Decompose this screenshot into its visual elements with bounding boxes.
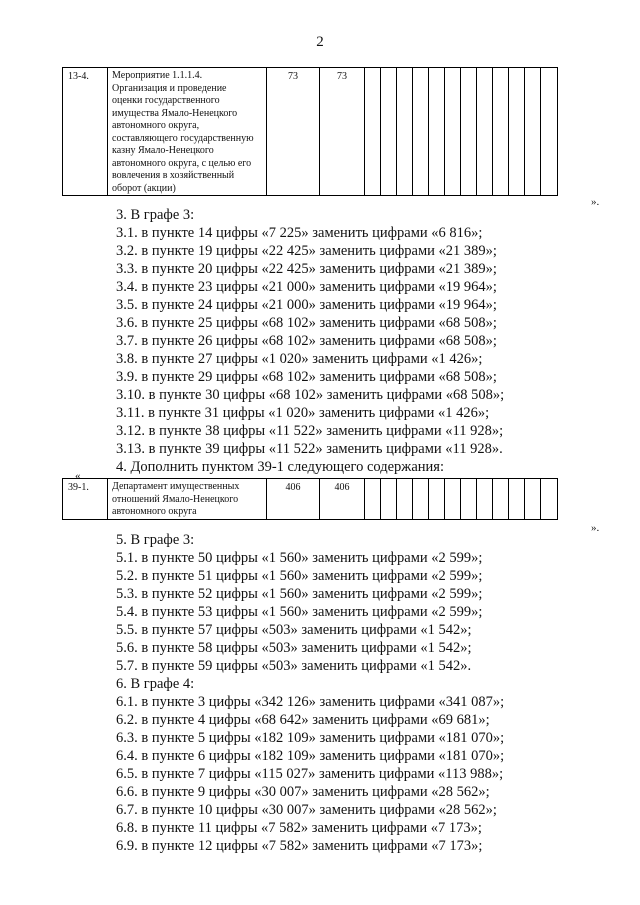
- empty-cell: [493, 479, 509, 520]
- section-heading: 5. В графе 3:: [116, 532, 195, 548]
- list-item: 3.1. в пункте 14 цифры «7 225» заменить цифрами «6 816»;: [116, 225, 483, 241]
- list-item: 3.10. в пункте 30 цифры «68 102» заменить цифрами «68 508»;: [116, 387, 505, 403]
- list-item: 3.5. в пункте 24 цифры «21 000» заменить цифрами «19 964»;: [116, 297, 497, 313]
- list-item: 3.6. в пункте 25 цифры «68 102» заменить цифрами «68 508»;: [116, 315, 497, 331]
- empty-cell: [461, 68, 477, 196]
- empty-cell: [413, 68, 429, 196]
- value-cell: 73: [267, 68, 320, 196]
- empty-cell: [413, 479, 429, 520]
- list-item: 6.8. в пункте 11 цифры «7 582» заменить цифрами «7 173»;: [116, 820, 482, 836]
- closing-quote: ».: [591, 196, 600, 208]
- closing-quote: ».: [591, 522, 600, 534]
- list-item: 5.5. в пункте 57 цифры «503» заменить цифрами «1 542»;: [116, 622, 472, 638]
- row-description: [108, 479, 267, 520]
- empty-cell: [429, 68, 445, 196]
- table-row-39-1: [62, 478, 558, 520]
- empty-cell: [525, 68, 541, 196]
- description-line: вовлечения в хозяйственный: [112, 170, 235, 181]
- list-item: 6.5. в пункте 7 цифры «115 027» заменить цифрами «113 988»;: [116, 766, 504, 782]
- list-item: 5.1. в пункте 50 цифры «1 560» заменить цифрами «2 599»;: [116, 550, 483, 566]
- value-cell: 406: [320, 479, 365, 520]
- list-item: 5.3. в пункте 52 цифры «1 560» заменить цифрами «2 599»;: [116, 586, 483, 602]
- list-item: 4. Дополнить пунктом 39-1 следующего содержания:: [116, 459, 444, 475]
- description-line: Организация и проведение: [112, 82, 227, 94]
- empty-cell: [509, 479, 525, 520]
- row-description: [108, 68, 267, 196]
- empty-cell: [477, 479, 493, 520]
- opening-quote: «: [75, 470, 81, 482]
- empty-cell: [509, 68, 525, 196]
- description-line: отношений Ямало-Ненецкого: [112, 493, 239, 505]
- row-number: 39-1.: [63, 479, 108, 520]
- list-item: 6.9. в пункте 12 цифры «7 582» заменить цифрами «7 173»;: [116, 838, 483, 854]
- table-row-13-4: [62, 67, 558, 196]
- list-item: 3.2. в пункте 19 цифры «22 425» заменить цифрами «21 389»;: [116, 243, 497, 259]
- list-item: 3.7. в пункте 26 цифры «68 102» заменить цифрами «68 508»;: [116, 333, 497, 349]
- empty-cell: [477, 68, 493, 196]
- empty-cell: [445, 68, 461, 196]
- list-item: 3.11. в пункте 31 цифры «1 020» заменить цифрами «1 426»;: [116, 405, 490, 421]
- list-item: 3.3. в пункте 20 цифры «22 425» заменить цифрами «21 389»;: [116, 261, 497, 277]
- list-item: 6.3. в пункте 5 цифры «182 109» заменить цифрами «181 070»;: [116, 730, 505, 746]
- empty-cell: [365, 68, 381, 196]
- description-line: Мероприятие 1.1.1.4.: [112, 70, 203, 81]
- empty-cell: [525, 479, 541, 520]
- description-line: Департамент имущественных: [112, 481, 240, 492]
- list-item: 3.4. в пункте 23 цифры «21 000» заменить цифрами «19 964»;: [116, 279, 497, 295]
- description-line: казну Ямало-Ненецкого: [112, 145, 214, 156]
- list-item: 6.6. в пункте 9 цифры «30 007» заменить цифрами «28 562»;: [116, 784, 490, 800]
- list-item: 6.1. в пункте 3 цифры «342 126» заменить цифрами «341 087»;: [116, 694, 505, 710]
- list-item: 3.13. в пункте 39 цифры «11 522» заменить цифрами «11 928».: [116, 441, 503, 457]
- empty-cell: [381, 68, 397, 196]
- empty-cell: [381, 479, 397, 520]
- section-heading: 6. В графе 4:: [116, 676, 195, 692]
- description-line: имущества Ямало-Ненецкого: [112, 107, 238, 119]
- empty-cell: [493, 68, 509, 196]
- description-line: автономного округа,: [112, 120, 200, 131]
- empty-cell: [461, 479, 477, 520]
- row-number: 13-4.: [63, 68, 108, 196]
- list-item: 5.7. в пункте 59 цифры «503» заменить цифрами «1 542».: [116, 658, 472, 674]
- list-item: 3.12. в пункте 38 цифры «11 522» заменить цифрами «11 928»;: [116, 423, 504, 439]
- list-item: 5.6. в пункте 58 цифры «503» заменить цифрами «1 542»;: [116, 640, 472, 656]
- list-item: 6.2. в пункте 4 цифры «68 642» заменить цифрами «69 681»;: [116, 712, 490, 728]
- empty-cell: [445, 479, 461, 520]
- list-item: 5.4. в пункте 53 цифры «1 560» заменить цифрами «2 599»;: [116, 604, 483, 620]
- description-line: автономного округа: [112, 506, 197, 517]
- empty-cell: [397, 479, 413, 520]
- description-line: оценки государственного: [112, 95, 220, 106]
- section-heading: 3. В графе 3:: [116, 207, 195, 223]
- list-item: 5.2. в пункте 51 цифры «1 560» заменить цифрами «2 599»;: [116, 568, 483, 584]
- empty-cell: [541, 68, 558, 196]
- empty-cell: [365, 479, 381, 520]
- description-line: оборот (акции): [112, 182, 176, 194]
- list-item: 6.4. в пункте 6 цифры «182 109» заменить цифрами «181 070»;: [116, 748, 505, 764]
- value-cell: 406: [267, 479, 320, 520]
- description-line: составляющего государственную: [112, 132, 254, 144]
- list-item: 3.9. в пункте 29 цифры «68 102» заменить цифрами «68 508»;: [116, 369, 497, 385]
- empty-cell: [541, 479, 558, 520]
- value-cell: 73: [320, 68, 365, 196]
- empty-cell: [429, 479, 445, 520]
- list-item: 6.7. в пункте 10 цифры «30 007» заменить цифрами «28 562»;: [116, 802, 497, 818]
- empty-cell: [397, 68, 413, 196]
- description-line: автономного округа, с целью его: [112, 157, 252, 169]
- page-number: 2: [316, 34, 324, 50]
- list-item: 3.8. в пункте 27 цифры «1 020» заменить цифрами «1 426»;: [116, 351, 483, 367]
